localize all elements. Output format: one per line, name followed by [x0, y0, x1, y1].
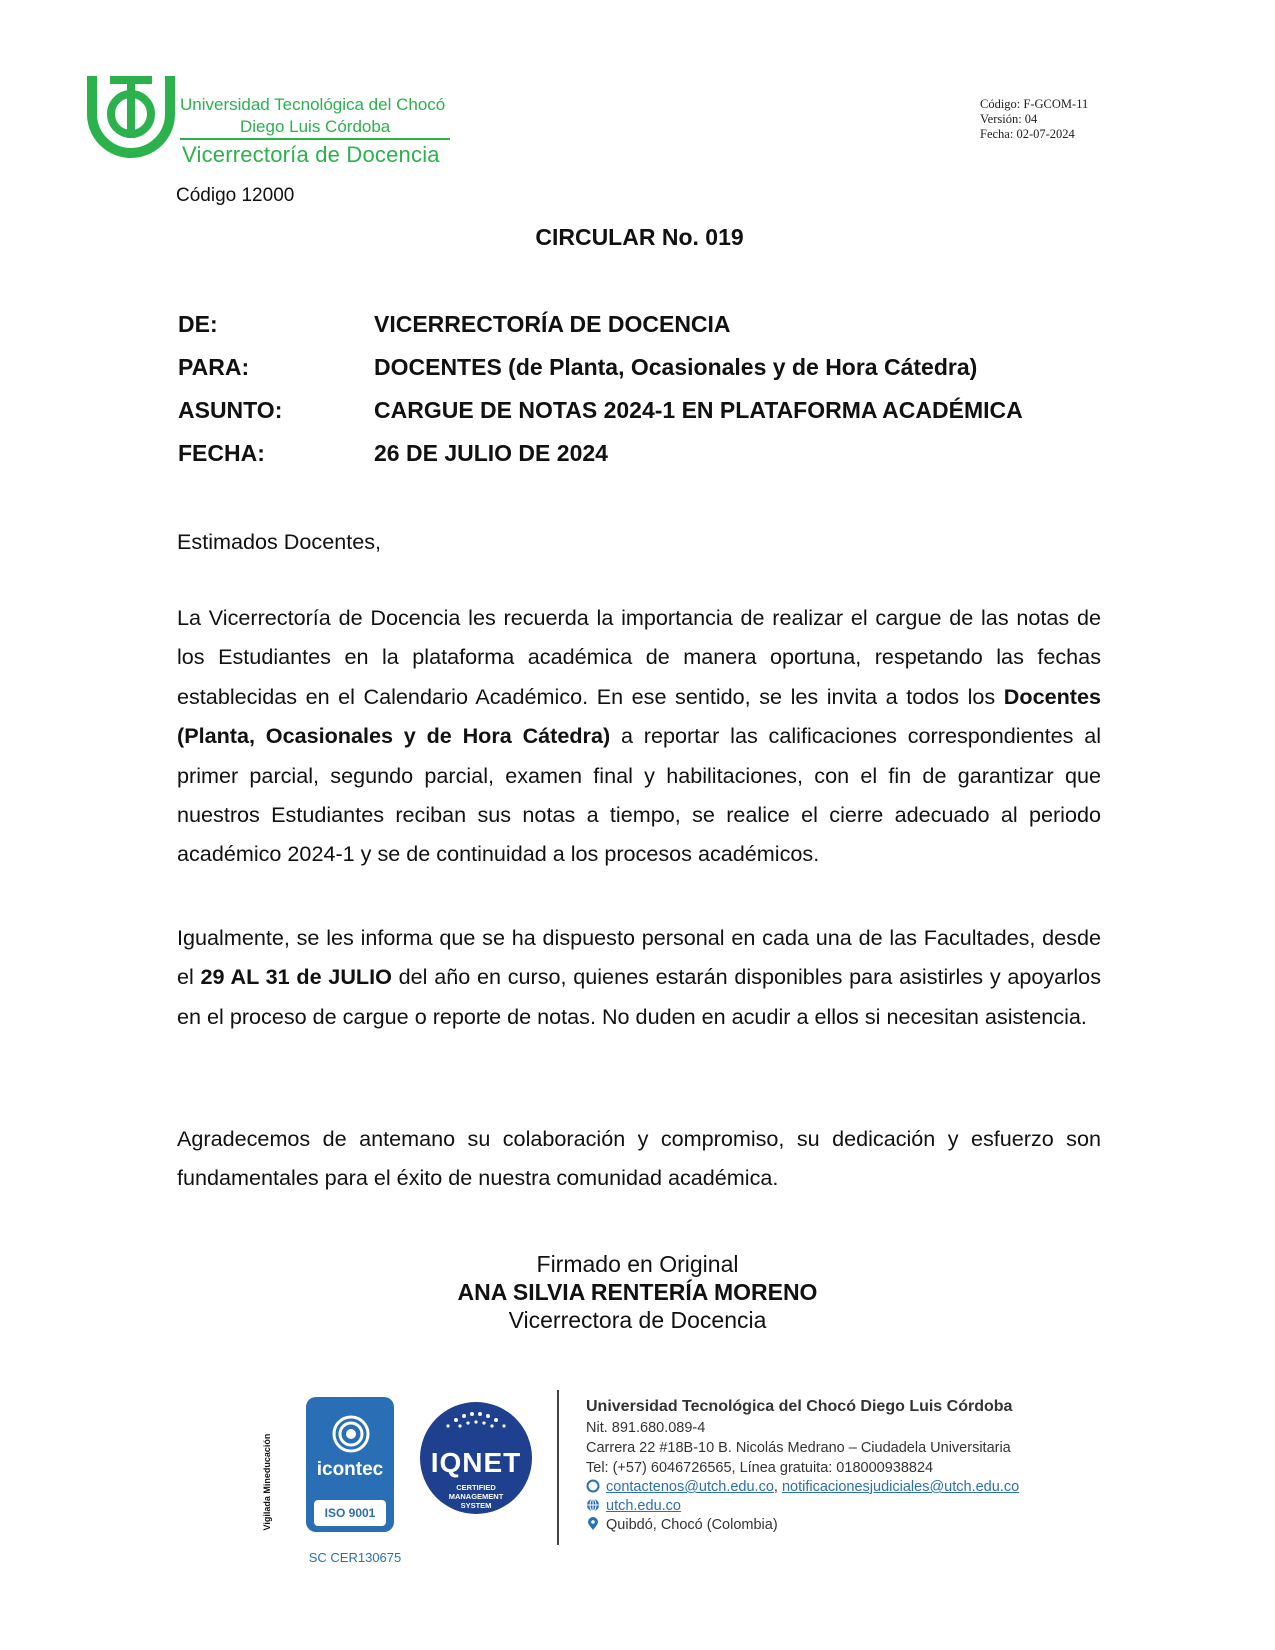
paragraph-2	[177, 918, 1101, 1036]
field-para	[178, 354, 977, 381]
field-value: 26 DE JULIO DE 2024	[374, 440, 608, 466]
contact-nit: Nit. 891.680.089-4	[586, 1420, 706, 1436]
field-asunto	[178, 397, 1023, 424]
field-value: VICERRECTORÍA DE DOCENCIA	[374, 311, 731, 337]
p2-bold: 29 AL 31 de JULIO	[200, 964, 392, 990]
logo-divider	[180, 138, 450, 140]
website-link[interactable]: utch.edu.co	[606, 1498, 681, 1514]
contact-university-name: Universidad Tecnológica del Chocó Diego Luis Córdoba	[586, 1398, 1013, 1415]
p2-text-b: del año en curso, quienes estarán disponibles para asistirles y apoyarlos en el proceso de cargue o reporte de notas. No duden en acudir a ellos si necesitan asistencia.	[177, 964, 1101, 1029]
iqnet-sub-2: MANAGEMENT	[448, 1492, 504, 1501]
circular-title-text: CIRCULAR No. 019	[535, 224, 744, 250]
globe-icon	[586, 1498, 600, 1512]
iqnet-subtitle	[418, 1483, 534, 1510]
location-pin-icon	[586, 1517, 600, 1531]
paragraph-3: Agradecemos de antemano su colaboración y compromiso, su dedicación y esfuerzo son fundamentales para el éxito de nuestra comunidad académica.	[177, 1126, 1101, 1191]
university-name	[180, 94, 445, 138]
vigilada-mineducacion	[262, 1412, 280, 1552]
p2-text-a: Igualmente, se les informa que se ha dispuesto personal en cada una de las Facultades, desde el	[177, 925, 1101, 990]
field-value: CARGUE DE NOTAS 2024-1 EN PLATAFORMA ACADÉMICA	[374, 397, 1023, 423]
p1-text-b: a reportar las calificaciones correspondientes al primer parcial, segundo parcial, examen final y habilitaciones, con el fin de garantizar que nuestros Estudiantes reciban sus notas a tiempo, se realice el cierre adecuado al periodo académico 2024-1 y se de continuidad a los procesos académicos.	[177, 723, 1101, 867]
icontec-label: icontec	[316, 1459, 384, 1480]
email-icon	[586, 1479, 600, 1493]
paragraph-1	[177, 598, 1101, 874]
contact-emails	[586, 1479, 1019, 1495]
field-fecha	[178, 440, 608, 467]
field-label: FECHA:	[178, 440, 265, 466]
field-label: ASUNTO:	[178, 397, 283, 423]
field-value: DOCENTES (de Planta, Ocasionales y de Hora Cátedra)	[374, 354, 978, 380]
iqnet-label: IQNET	[430, 1447, 522, 1478]
office-name: Vicerrectoría de Docencia	[182, 142, 440, 167]
contact-phone: Tel: (+57) 6046726565, Línea gratuita: 018000938824	[586, 1460, 934, 1476]
field-de	[178, 311, 731, 338]
email-separator: ,	[773, 1479, 782, 1495]
iqnet-sub-1: CERTIFIED	[456, 1483, 496, 1492]
certificate-code: SC CER130675	[308, 1550, 402, 1565]
field-label: PARA:	[178, 354, 250, 380]
greeting: Estimados Docentes,	[177, 529, 382, 554]
signature-role: Vicerrectora de Docencia	[508, 1307, 767, 1333]
iso-label: ISO 9001	[314, 1500, 386, 1526]
signature-name: ANA SILVIA RENTERÍA MORENO	[457, 1279, 818, 1305]
contact-address: Carrera 22 #18B-10 B. Nicolás Medrano – Ciudadela Universitaria	[586, 1440, 1011, 1456]
meta-fecha: Fecha: 02-07-2024	[980, 127, 1075, 141]
icontec-symbol-icon	[331, 1414, 371, 1454]
footer-divider	[557, 1390, 559, 1545]
meta-codigo: Código: F-GCOM-11	[980, 97, 1089, 111]
iqnet-sub-3: SYSTEM	[460, 1501, 492, 1510]
p1-text-a: La Vicerrectoría de Docencia les recuerda la importancia de realizar el cargue de las notas de los Estudiantes en la plataforma académica de manera oportuna, respetando las fechas establecidas en el Calendario Académico. En ese sentido, se les invita a todos los	[177, 605, 1101, 709]
signature-note: Firmado en Original	[536, 1251, 739, 1277]
city-text: Quibdó, Chocó (Colombia)	[606, 1517, 778, 1533]
document-control-meta	[980, 97, 1088, 142]
email-contact-link[interactable]: contactenos@utch.edu.co	[606, 1479, 774, 1495]
contact-web	[586, 1498, 681, 1514]
circular-title	[0, 224, 1275, 251]
p1-bold: Docentes (Planta, Ocasionales y de Hora Cátedra)	[177, 683, 1101, 749]
meta-version: Versión: 04	[980, 112, 1038, 126]
email-notifications-link[interactable]: notificacionesjudiciales@utch.edu.co	[781, 1479, 1020, 1495]
university-name-line1: Universidad Tecnológica del Chocó	[180, 95, 446, 114]
vigilada-text: Vigilada Mineducación	[262, 1433, 272, 1531]
university-logo-icon	[86, 72, 176, 162]
university-name-line2: Diego Luis Córdoba	[240, 117, 391, 136]
document-code: Código 12000	[176, 185, 295, 206]
contact-location	[586, 1517, 778, 1533]
field-label: DE:	[178, 311, 218, 337]
